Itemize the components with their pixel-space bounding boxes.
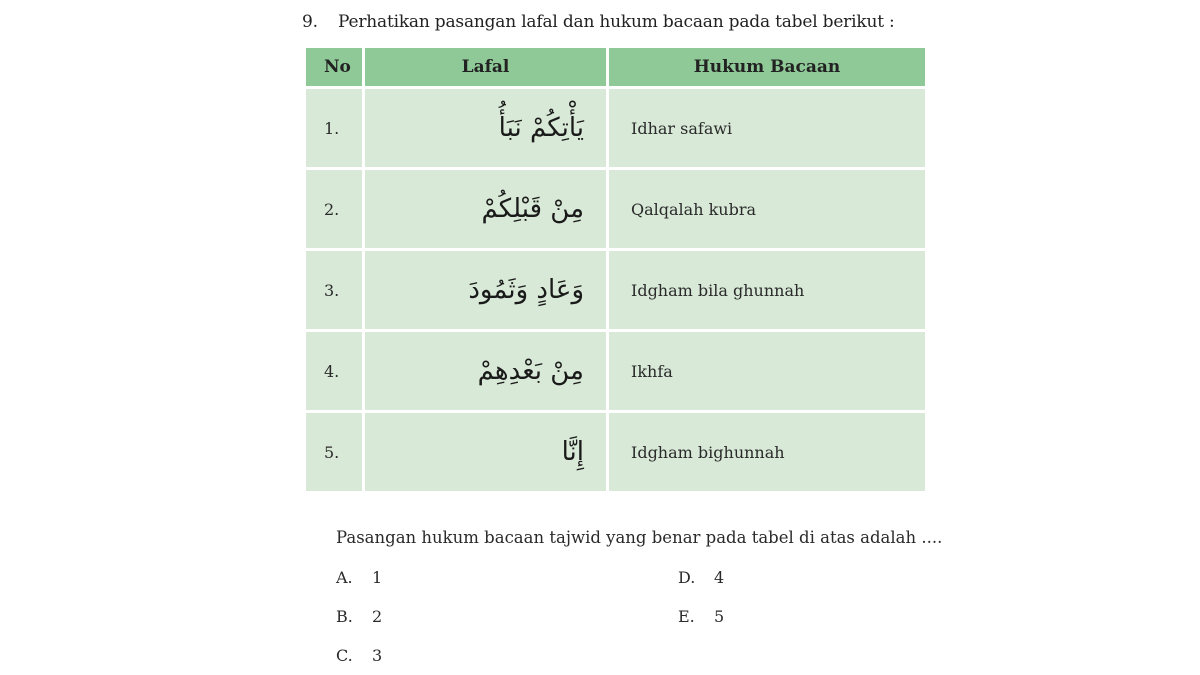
header-no: No — [305, 47, 364, 88]
table-row — [305, 250, 927, 331]
lafal-arabic: مِنْ قَبْلِكُمْ — [364, 169, 608, 250]
option-letter: C. — [336, 646, 353, 665]
table-row — [305, 169, 927, 250]
lafal-arabic: إِنَّا — [364, 412, 608, 493]
option-value: 4 — [714, 568, 725, 587]
option-e[interactable] — [678, 607, 724, 626]
table-row — [305, 412, 927, 493]
lafal-arabic: وَعَادٍ وَثَمُودَ — [364, 250, 608, 331]
header-hukum-bacaan: Hukum Bacaan — [608, 47, 927, 88]
hukum-bacaan: Idhar safawi — [608, 88, 927, 169]
option-value: 2 — [372, 607, 383, 626]
header-lafal: Lafal — [364, 47, 608, 88]
lafal-arabic: يَأْتِكُمْ نَبَأُ — [364, 88, 608, 169]
table-row — [305, 331, 927, 412]
row-number: 3. — [305, 250, 364, 331]
option-value: 1 — [372, 568, 383, 587]
option-a[interactable] — [336, 568, 382, 587]
row-number: 2. — [305, 169, 364, 250]
option-letter: D. — [678, 568, 696, 587]
tajwid-table — [303, 45, 928, 494]
option-value: 3 — [372, 646, 383, 665]
option-letter: E. — [678, 607, 695, 626]
table-row — [305, 88, 927, 169]
hukum-bacaan: Qalqalah kubra — [608, 169, 927, 250]
option-letter: A. — [336, 568, 353, 587]
row-number: 1. — [305, 88, 364, 169]
question-header — [302, 12, 895, 32]
option-c[interactable] — [336, 646, 382, 665]
option-d[interactable] — [678, 568, 724, 587]
table-header-row — [305, 47, 927, 88]
row-number: 5. — [305, 412, 364, 493]
row-number: 4. — [305, 331, 364, 412]
option-b[interactable] — [336, 607, 382, 626]
question-prompt: Pasangan hukum bacaan tajwid yang benar pada tabel di atas adalah .... — [336, 528, 943, 547]
hukum-bacaan: Ikhfa — [608, 331, 927, 412]
question-number: 9. — [302, 12, 318, 32]
hukum-bacaan: Idgham bila ghunnah — [608, 250, 927, 331]
option-letter: B. — [336, 607, 353, 626]
lafal-arabic: مِنْ بَعْدِهِمْ — [364, 331, 608, 412]
question-text: Perhatikan pasangan lafal dan hukum bacaan pada tabel berikut : — [338, 12, 895, 32]
hukum-bacaan: Idgham bighunnah — [608, 412, 927, 493]
option-value: 5 — [714, 607, 725, 626]
